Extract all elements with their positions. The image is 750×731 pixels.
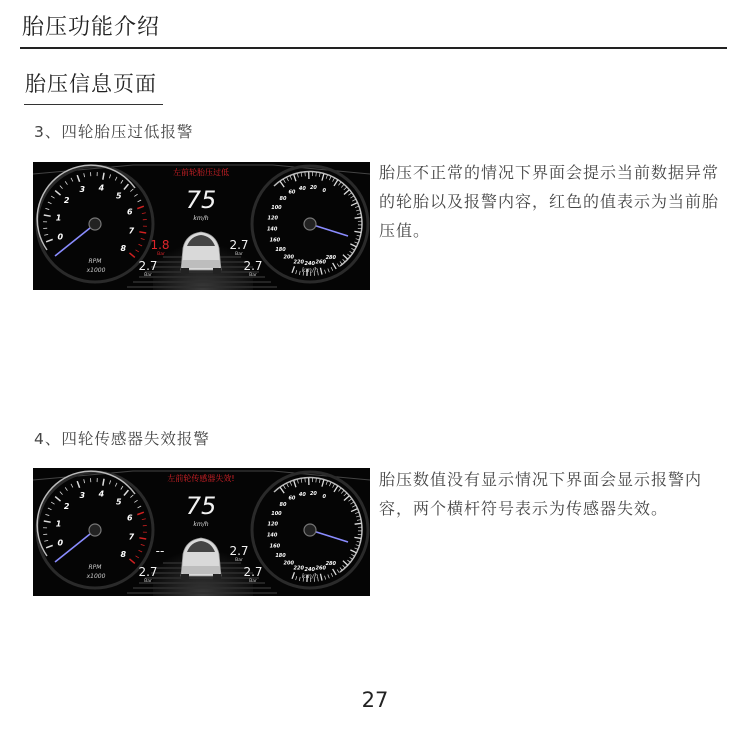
tire-pressure-rear-right: 2.7	[243, 259, 263, 273]
speedometer-number: 220	[293, 565, 304, 572]
tachometer-number: 8	[120, 243, 127, 253]
section-title: 胎压信息页面	[25, 72, 157, 96]
tachometer-hub	[89, 524, 101, 536]
speedometer-number: 120	[267, 215, 278, 222]
tachometer-number: 7	[128, 226, 135, 236]
speedometer-number: 60	[288, 495, 296, 502]
tachometer-number: 4	[98, 489, 105, 499]
tachometer-hub	[89, 218, 101, 230]
tire-unit-rear-right: Bar	[249, 579, 257, 584]
tachometer-number: 1	[55, 519, 62, 529]
speedometer-number: 140	[266, 532, 278, 539]
speedometer-number: 200	[283, 560, 294, 567]
tire-pressure-rear-left: 2.7	[138, 565, 158, 579]
tachometer-number: 8	[120, 549, 127, 559]
tire-pressure-front-right: 2.7	[229, 238, 249, 252]
section-divider	[24, 104, 163, 105]
tachometer-label-scale: x1000	[86, 573, 106, 580]
speedometer-number: 240	[304, 260, 315, 267]
warning-message: 左前轮传感器失效!	[167, 474, 235, 483]
speed-unit: km/h	[193, 521, 209, 528]
item-description-sensor-failure: 胎压数值没有显示情况下界面会显示报警内容，两个横杆符号表示为传感器失效。	[379, 470, 703, 518]
tachometer-number: 1	[55, 213, 62, 223]
car-wheel-left	[181, 268, 189, 274]
tachometer-number: 4	[98, 183, 105, 193]
item-heading-low-pressure: 3、四轮胎压过低报警	[34, 123, 194, 141]
tire-unit-front-right: Bar	[235, 252, 243, 257]
speedometer-tick	[355, 217, 362, 218]
speedometer-number: 60	[288, 189, 296, 196]
tachometer-number: 6	[126, 513, 133, 523]
speedometer-number: 280	[325, 254, 337, 261]
speedometer-number: 120	[267, 521, 278, 528]
page-title: 胎压功能介绍	[22, 15, 161, 40]
speedometer-number: 40	[298, 491, 306, 498]
tachometer-number: 3	[79, 491, 86, 501]
speedometer-number: 160	[269, 237, 281, 244]
speed-unit: km/h	[193, 215, 209, 222]
tachometer-number: 0	[57, 232, 64, 242]
car-bumper	[182, 260, 220, 268]
tire-unit-rear-left: Bar	[144, 273, 152, 278]
speedometer-number: 280	[325, 560, 337, 567]
speedometer-number: 240	[304, 566, 315, 573]
speedometer-number: 20	[309, 491, 317, 498]
speedometer-number: 20	[309, 185, 317, 192]
warning-message: 左前轮胎压过低	[173, 168, 229, 177]
tachometer-number: 5	[115, 497, 122, 507]
speedometer-number: 220	[293, 259, 304, 266]
item-heading-sensor-failure: 4、四轮传感器失效报警	[34, 430, 210, 448]
tire-unit-front-left: Bar	[157, 252, 165, 257]
speedometer-unit: km/h	[301, 266, 319, 274]
tachometer-number: 3	[79, 185, 86, 195]
tire-pressure-front-left: 1.8	[150, 238, 170, 252]
speedometer-number: 200	[283, 254, 294, 261]
car-wheel-left	[181, 574, 189, 580]
tachometer-label-scale: x1000	[86, 267, 106, 274]
speedometer-number: 40	[298, 185, 306, 192]
speedometer-number: 180	[275, 553, 286, 560]
speedometer-number: 80	[279, 502, 287, 509]
speedometer-unit: km/h	[301, 572, 319, 580]
tire-pressure-rear-right: 2.7	[243, 565, 263, 579]
tachometer-number: 5	[115, 191, 122, 201]
speedometer-number: 160	[269, 543, 281, 550]
tire-unit-rear-left: Bar	[144, 579, 152, 584]
tachometer-label-rpm: RPM	[88, 564, 102, 571]
speedometer-hub	[304, 524, 316, 536]
speedometer-number: 100	[271, 511, 282, 518]
title-divider	[20, 47, 727, 49]
speedometer-number: 0	[322, 493, 326, 500]
speedometer-number: 180	[275, 247, 286, 254]
speedometer-number: 260	[315, 259, 326, 266]
tachometer-number: 6	[126, 207, 133, 217]
speedometer-number: 140	[266, 226, 278, 233]
tire-unit-front-right: Bar	[235, 558, 243, 563]
tire-pressure-front-left: --	[155, 544, 165, 558]
car-bumper	[182, 566, 220, 574]
car-wheel-right	[213, 574, 221, 580]
speedometer-hub	[304, 218, 316, 230]
instrument-cluster	[33, 468, 370, 596]
speedometer-number: 0	[322, 187, 326, 194]
page-number: 27	[361, 688, 389, 712]
car-wheel-right	[213, 268, 221, 274]
cluster-image-sensor-failure	[33, 468, 370, 596]
instrument-cluster	[33, 162, 370, 290]
speedometer-tick	[355, 523, 362, 524]
speedometer-number: 100	[271, 205, 282, 212]
tire-pressure-rear-left: 2.7	[138, 259, 158, 273]
tachometer-number: 2	[63, 502, 70, 512]
speedometer-number: 260	[315, 565, 326, 572]
speedometer-number: 80	[279, 196, 287, 203]
tachometer-number: 7	[128, 532, 135, 542]
tachometer-label-rpm: RPM	[88, 258, 102, 265]
tire-unit-rear-right: Bar	[249, 273, 257, 278]
tachometer-number: 0	[57, 538, 64, 548]
tire-pressure-front-right: 2.7	[229, 544, 249, 558]
cluster-image-low-pressure	[33, 162, 370, 290]
speed-value: 75	[185, 186, 217, 214]
tachometer-number: 2	[63, 196, 70, 206]
speed-value: 75	[185, 492, 217, 520]
item-description-low-pressure: 胎压不正常的情况下界面会提示当前数据异常的轮胎以及报警内容，红色的值表示为当前胎压值。	[379, 163, 720, 240]
